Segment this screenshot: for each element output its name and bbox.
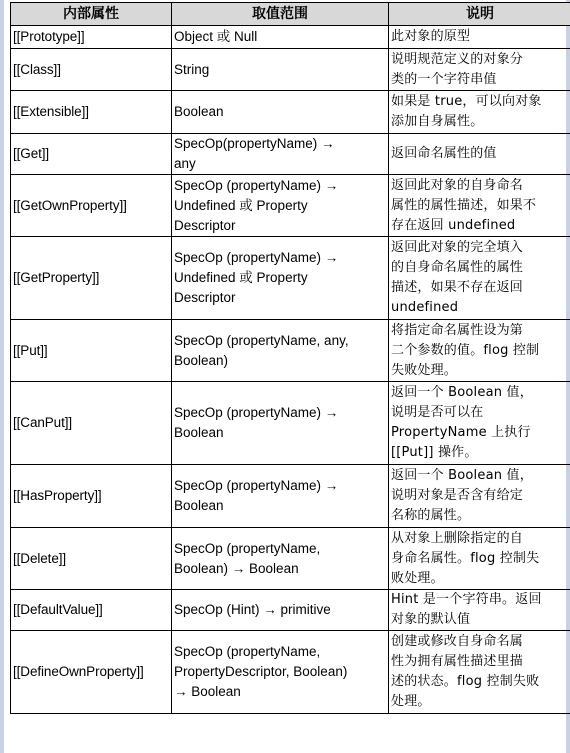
header-value-range: 取值范围	[172, 3, 389, 26]
property-name-cell: [[DefineOwnProperty]]	[11, 631, 172, 714]
value-range-cell: SpecOp (propertyName) → Undefined 或 Property Descriptor	[172, 237, 389, 320]
description-cell: 从对象上删除指定的自 身命名属性。flog 控制失 败处理。	[389, 528, 570, 590]
value-range-cell: SpecOp (propertyName, Boolean) → Boolean	[172, 528, 389, 590]
property-name-cell: [[Class]]	[11, 49, 172, 91]
table-row	[11, 49, 570, 91]
value-range-cell: String	[172, 49, 389, 91]
description-cell: 返回命名属性的值	[389, 134, 570, 175]
property-name-cell: [[Delete]]	[11, 528, 172, 590]
table-row	[11, 320, 570, 382]
table-row	[11, 465, 570, 528]
table-row	[11, 91, 570, 134]
value-range-cell: SpecOp (propertyName, PropertyDescriptor, Boolean) → Boolean	[172, 631, 389, 714]
table-row	[11, 631, 570, 714]
table-row	[11, 26, 570, 49]
property-name-cell: [[CanPut]]	[11, 382, 172, 465]
description-cell: 返回此对象的完全填入 的自身命名属性的属性 描述，如果不存在返回 undefined	[389, 237, 570, 320]
value-range-cell: Object 或 Null	[172, 26, 389, 49]
description-cell: 返回一个 Boolean 值， 说明是否可以在 PropertyName 上执行 [[Put]] 操作。	[389, 382, 570, 465]
table-row	[11, 175, 570, 237]
property-name-cell: [[HasProperty]]	[11, 465, 172, 528]
table-header-row	[11, 3, 570, 26]
property-name-cell: [[GetProperty]]	[11, 237, 172, 320]
table-row	[11, 528, 570, 590]
description-cell: Hint 是一个字符串。返回 对象的默认值	[389, 590, 570, 631]
description-cell: 将指定命名属性设为第 二个参数的值。flog 控制 失败处理。	[389, 320, 570, 382]
table-row	[11, 237, 570, 320]
table-row	[11, 382, 570, 465]
value-range-cell: SpecOp (propertyName) → Boolean	[172, 465, 389, 528]
value-range-cell: Boolean	[172, 91, 389, 134]
description-cell: 返回一个 Boolean 值， 说明对象是否含有给定 名称的属性。	[389, 465, 570, 528]
value-range-cell: SpecOp (propertyName) → Undefined 或 Property Descriptor	[172, 175, 389, 237]
value-range-cell: SpecOp(propertyName) → any	[172, 134, 389, 175]
internal-properties-table	[10, 2, 570, 714]
description-cell: 返回此对象的自身命名 属性的属性描述，如果不 存在返回 undefined	[389, 175, 570, 237]
value-range-cell: SpecOp (propertyName, any, Boolean)	[172, 320, 389, 382]
property-name-cell: [[Put]]	[11, 320, 172, 382]
description-cell: 此对象的原型	[389, 26, 570, 49]
property-name-cell: [[Prototype]]	[11, 26, 172, 49]
property-name-cell: [[DefaultValue]]	[11, 590, 172, 631]
value-range-cell: SpecOp (Hint) → primitive	[172, 590, 389, 631]
property-name-cell: [[Extensible]]	[11, 91, 172, 134]
header-internal-property: 内部属性	[11, 3, 172, 26]
property-name-cell: [[GetOwnProperty]]	[11, 175, 172, 237]
description-cell: 说明规范定义的对象分 类的一个字符串值	[389, 49, 570, 91]
value-range-cell: SpecOp (propertyName) → Boolean	[172, 382, 389, 465]
property-name-cell: [[Get]]	[11, 134, 172, 175]
table-row	[11, 134, 570, 175]
header-description: 说明	[389, 3, 570, 26]
description-cell: 创建或修改自身命名属 性为拥有属性描述里描 述的状态。flog 控制失败 处理。	[389, 631, 570, 714]
table-row	[11, 590, 570, 631]
description-cell: 如果是 true，可以向对象 添加自身属性。	[389, 91, 570, 134]
